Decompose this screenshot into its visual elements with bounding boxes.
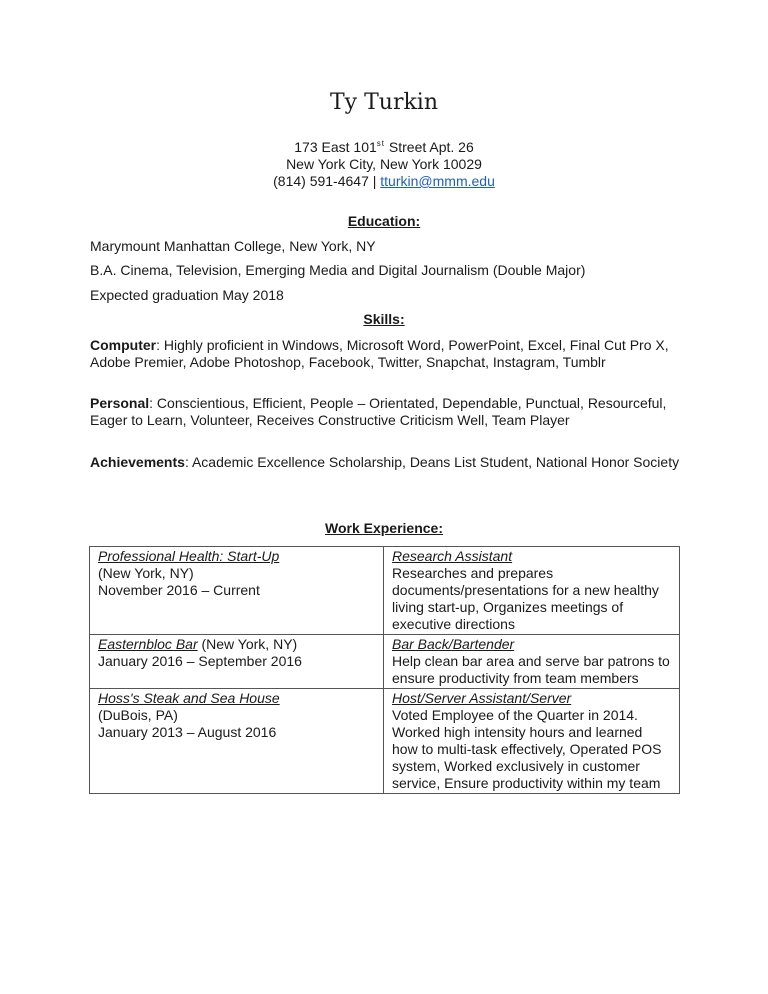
address-street-number: 173 East 101 (294, 139, 377, 155)
ordinal-suffix: st (376, 139, 385, 148)
employer-location: (New York, NY) (98, 565, 194, 581)
role-cell (384, 635, 680, 689)
skills-achievements (90, 454, 680, 471)
phone-number: (814) 591-4647 | (273, 173, 381, 189)
role-title: Host/Server Assistant/Server (392, 690, 572, 706)
employer-location: (DuBois, PA) (98, 707, 178, 723)
table-row (90, 689, 680, 794)
skills-computer-text: : Highly proficient in Windows, Microsoft Word, PowerPoint, Excel, Final Cut Pro X, Adobe Premier, Adobe Photoshop, Facebook, Twitter, Snapchat, Instagram, Tumblr (90, 337, 669, 370)
education-graduation: Expected graduation May 2018 (90, 287, 284, 303)
skills-personal (90, 395, 680, 429)
skills-personal-label: Personal (90, 395, 150, 411)
employer-cell (90, 689, 384, 794)
employer-name: Professional Health: Start-Up (98, 548, 280, 564)
email-link[interactable]: tturkin@mmm.edu (380, 173, 495, 189)
role-description: Researches and prepares documents/presentations for a new healthy living start-up, Organizes meetings of executive directions (392, 565, 659, 632)
education-heading: Education: (347, 213, 421, 229)
employer-location: (New York, NY) (197, 636, 298, 652)
employer-name: Hoss's Steak and Sea House (98, 690, 280, 706)
contact-block (0, 135, 768, 190)
skills-heading: Skills: (363, 311, 405, 327)
employer-cell (90, 635, 384, 689)
skills-personal-text: : Conscientious, Efficient, People – Orientated, Dependable, Punctual, Resourceful, Eager to Learn, Volunteer, Receives Constructive Criticism Well, Team Player (90, 395, 667, 428)
address-line-2: New York City, New York 10029 (286, 156, 482, 172)
role-description: Help clean bar area and serve bar patrons to ensure productivity from team members (392, 653, 670, 686)
skills-achievements-label: Achievements (90, 454, 185, 470)
work-experience-table (89, 546, 680, 794)
employment-dates: November 2016 – Current (98, 582, 260, 598)
employer-name: Easternbloc Bar (98, 636, 198, 652)
table-row (90, 635, 680, 689)
skills-computer (90, 337, 680, 371)
phone-email-line (0, 173, 768, 190)
role-cell (384, 689, 680, 794)
candidate-name: Ty Turkin (330, 90, 438, 115)
address-street-name: Street Apt. 26 (385, 139, 474, 155)
work-heading: Work Experience: (324, 520, 443, 536)
role-description: Voted Employee of the Quarter in 2014. Worked high intensity hours and learned how to multi-task effectively, Operated POS system, Worked exclusively in customer service, Ensure productivity within my team (392, 707, 662, 791)
employment-dates: January 2016 – September 2016 (98, 653, 302, 669)
education-school: Marymount Manhattan College, New York, NY (90, 238, 376, 254)
role-cell (384, 547, 680, 635)
skills-computer-label: Computer (90, 337, 157, 353)
skills-achievements-text: : Academic Excellence Scholarship, Deans List Student, National Honor Society (184, 454, 680, 470)
role-title: Bar Back/Bartender (392, 636, 515, 652)
address-line-1 (0, 135, 768, 156)
employment-dates: January 2013 – August 2016 (98, 724, 277, 740)
role-title: Research Assistant (392, 548, 513, 564)
employer-cell (90, 547, 384, 635)
table-row (90, 547, 680, 635)
education-degree: B.A. Cinema, Television, Emerging Media and Digital Journalism (Double Major) (90, 262, 586, 278)
